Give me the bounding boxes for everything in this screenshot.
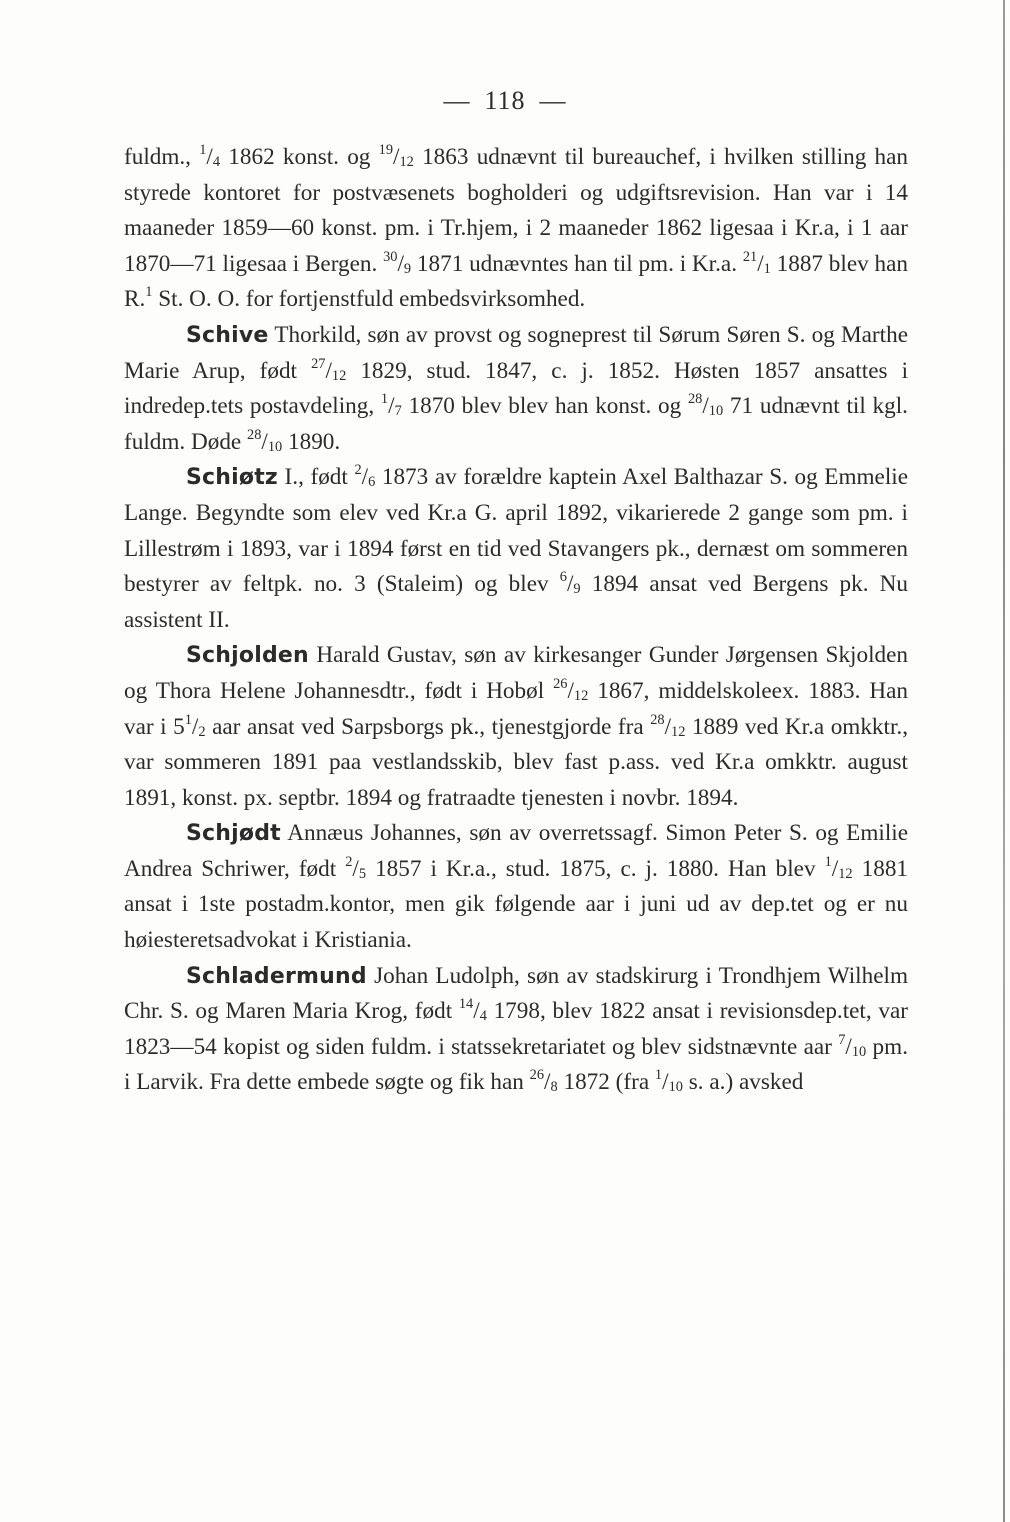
- page-number: 118: [484, 86, 526, 115]
- page-edge-shadow: [1003, 0, 1005, 1522]
- biography-entry: Schiøtz I., født $^2/_6$ 1873 av forældre kaptein Axel Balthazar S. og Emmelie Lange. Begyndte som elev ved Kr.a G. april 1892, vikarierede 2 gange som pm. i Lillestrøm i 1893, var i 1894 først en tid ved Stavangers pk., dernæst om sommeren bestyrer av feltpk. no. 3 (Staleim) og blev $^6/_9$ 1894 ansat ved Bergens pk. Nu assistent II.: [124, 462, 909, 633]
- page-header: — 118 —: [443, 86, 567, 115]
- date-fraction: $^1/_{10}$: [654, 1067, 683, 1096]
- date-fraction: $^{28}/_{10}$: [247, 426, 283, 455]
- biography-entry: Schive Thorkild, søn av provst og sogneprest til Sørum Søren S. og Marthe Marie Arup, født $^{27}/_{12}$ 1829, stud. 1847, c. j. 1852. Høsten 1857 ansattes i indredep.tets postavdeling, $^1/_7$ 1870 blev blev han konst. og $^{28}/_{10}$ 71 udnævnt til kgl. fuldm. Døde $^{28}/_{10}$ 1890.: [124, 321, 909, 455]
- date-fraction: $^1/_{12}$: [824, 853, 853, 883]
- date-fraction: $^6/_9$: [559, 569, 581, 598]
- date-fraction: $^{19}/_{12}$: [378, 141, 414, 171]
- date-fraction: $^{26}/_8$: [529, 1067, 558, 1096]
- date-fraction: $^2/_6$: [354, 462, 376, 491]
- date-fraction: $^{26}/_{12}$: [553, 675, 589, 705]
- entry-surname: Schive: [186, 322, 269, 348]
- date-fraction: $^{14}/_4$: [458, 996, 487, 1025]
- fraction-half: $^1/_2$: [184, 711, 206, 740]
- date-fraction: $^{28}/_{12}$: [650, 711, 686, 740]
- biography-entry: Schladermund Johan Ludolph, søn av stadskirurg i Trondhjem Wilhelm Chr. S. og Maren Maria Krog, født $^{14}/_4$ 1798, blev 1822 ansat i revisionsdep.tet, var 1823—54 kopist og siden fuldm. i statssekretariatet og blev sidstnævnte aar $^7/_{10}$ pm. i Larvik. Fra dette embede søgte og fik han $^{26}/_8$ 1872 (fra $^1/_{10}$ s. a.) avsked: [124, 962, 908, 1096]
- biography-entry: Schjolden Harald Gustav, søn av kirkesanger Gunder Jørgensen Skjolden og Thora Helene Johannesdtr., født i Hobøl $^{26}/_{12}$ 1867, middelskoleex. 1883. Han var i $5^1/_2$ aar ansat ved Sarpsborgs pk., tjenestgjorde fra $^{28}/_{12}$ 1889 ved Kr.a omkktr., var sommeren 1891 paa vestlandsskib, blev fast p.ass. ved Kr.a omkktr. august 1891, konst. px. septbr. 1894 og fratraadte tjenesten i novbr. 1894.: [124, 642, 908, 811]
- date-fraction: $^{27}/_{12}$: [311, 355, 347, 384]
- entry-surname: Schiøtz: [186, 465, 278, 491]
- date-fraction: $^1/_7$: [380, 391, 402, 420]
- entry-surname: Schladermund: [186, 963, 367, 989]
- date-fraction: $^{30}/_9$: [383, 248, 412, 277]
- date-fraction: $^{21}/_1$: [742, 248, 771, 277]
- page-body: [124, 140, 908, 1101]
- footnote-marker: 1: [145, 284, 153, 301]
- biography-entry: Schjødt Annæus Johannes, søn av overretssagf. Simon Peter S. og Emilie Andrea Schriwer, født $^2/_5$ 1857 i Kr.a., stud. 1875, c. j. 1880. Han blev $^1/_{12}$ 1881 ansat i 1ste postadm.kontor, men gik følgende aar i juni ud av dep.tet og er nu høiesteretsadvokat i Kristiania.: [124, 820, 908, 954]
- continuation-paragraph: fuldm., $^1/_4$ 1862 konst. og $^{19}/_{12}$ 1863 udnævnt til bureauchef, i hvilken stilling han styrede kontoret for postvæsenets bogholderi og udgiftsrevision. Han var i 14 maaneder 1859—60 konst. pm. i Tr.hjem, i 2 maaneder 1862 ligesaa i Kr.a, i 1 aar 1870—71 ligesaa i Bergen. $^{30}/_9$ 1871 udnævntes han til pm. i Kr.a. $^{21}/_1$ 1887 blev han R.$^1$ St. O. O. for fortjenstfuld embedsvirksomhed.: [124, 141, 909, 313]
- entry-surname: Schjolden: [186, 643, 309, 669]
- date-fraction: $^1/_4$: [199, 141, 221, 171]
- date-fraction: $^7/_{10}$: [838, 1031, 867, 1060]
- date-fraction: $^{28}/_{10}$: [687, 391, 724, 420]
- entry-surname: Schjødt: [186, 821, 281, 847]
- date-fraction: $^2/_5$: [345, 853, 367, 883]
